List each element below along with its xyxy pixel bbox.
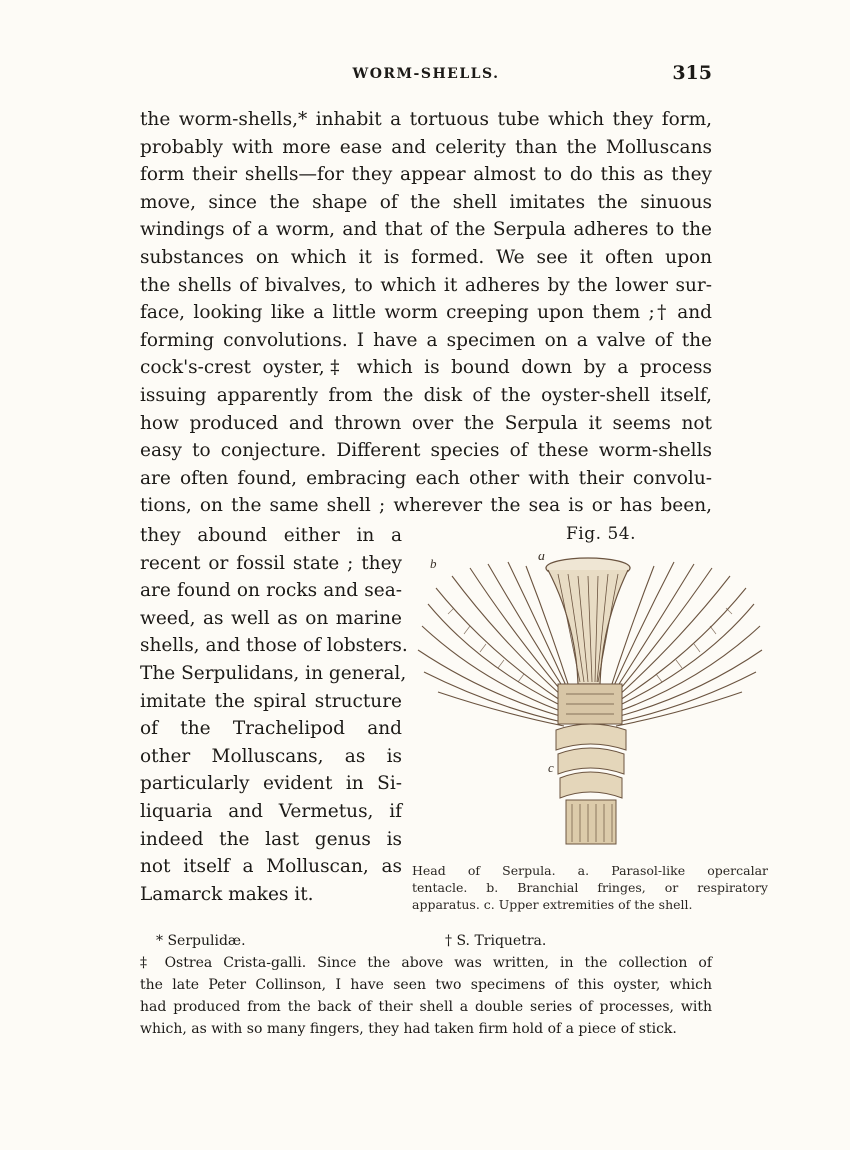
body-line: how produced and thrown over the Serpula it seems not	[140, 412, 712, 434]
figure-letter-c: c	[548, 760, 554, 775]
footnote-double-dagger-line: which, as with so many fingers, they had taken firm hold of a piece of stick.	[140, 1021, 677, 1037]
body-line: form their shells—for they appear almost to do this as they	[140, 164, 712, 186]
figure-caption	[412, 862, 768, 913]
footnotes	[140, 930, 712, 1040]
narrow-line: are found on rocks and sea-	[140, 580, 402, 602]
footnote-row	[140, 930, 712, 952]
narrow-line: Lamarck makes it.	[140, 883, 314, 905]
body-line: the shells of bivalves, to which it adheres by the lower sur-	[140, 274, 712, 296]
body-line: issuing apparently from the disk of the oyster-shell itself,	[140, 384, 712, 406]
narrow-line: recent or fossil state ; they	[140, 552, 402, 574]
narrow-line: they abound either in a	[140, 525, 402, 546]
figure-letter-a: a	[538, 554, 545, 564]
body-line: cock's-crest oyster,‡ which is bound down by a process	[140, 357, 712, 379]
body-line: face, looking like a little worm creeping upon them ;† and	[140, 302, 712, 324]
narrow-line: imitate the spiral structure	[140, 690, 402, 712]
serpula-engraving	[408, 554, 772, 854]
narrow-line: liquaria and Vermetus, if	[140, 800, 402, 822]
footnote-dagger: † S. Triquetra.	[445, 933, 547, 949]
narrow-line: The Serpulidans, in general,	[140, 662, 407, 684]
body-line: the worm-shells,* inhabit a tortuous tube which they form,	[140, 109, 712, 130]
narrow-line: particularly evident in Si-	[140, 773, 402, 795]
body-line: move, since the shape of the shell imitates the sinuous	[140, 191, 712, 213]
main-paragraph	[140, 106, 712, 520]
body-line: easy to conjecture. Different species of these worm-shells	[140, 440, 712, 462]
body-line: are often found, embracing each other with their convolu-	[140, 467, 712, 489]
narrow-line: not itself a Molluscan, as	[140, 856, 402, 878]
narrow-line: other Molluscans, as is	[140, 745, 402, 767]
running-head	[140, 62, 712, 90]
running-title: WORM-SHELLS.	[352, 66, 500, 82]
footnote-double-dagger-line: ‡ Ostrea Crista-galli. Since the above was written, in the collection of	[140, 955, 712, 971]
caption-line: tentacle. b. Branchial fringes, or respiratory	[412, 880, 768, 895]
caption-line: Head of Serpula. a. Parasol-like opercalar	[412, 863, 768, 878]
footnote-double-dagger-line: the late Peter Collinson, I have seen two specimens of this oyster, which	[140, 977, 712, 993]
narrow-line: weed, as well as on marine	[140, 607, 402, 629]
page-number: 315	[672, 62, 712, 84]
footnote-double-dagger-line: had produced from the back of their shell a double series of processes, with	[140, 999, 712, 1015]
footnote-star: * Serpulidæ.	[156, 933, 246, 949]
body-line: probably with more ease and celerity than the Molluscans	[140, 136, 712, 158]
narrow-line: indeed the last genus is	[140, 828, 402, 850]
narrow-column-text	[140, 522, 408, 908]
figure-letter-b: b	[430, 556, 437, 571]
body-line: forming convolutions. I have a specimen on a valve of the	[140, 329, 712, 351]
body-line: windings of a worm, and that of the Serpula adheres to the	[140, 219, 712, 241]
figure-label: Fig. 54.	[566, 524, 636, 544]
body-line: substances on which it is formed. We see it often upon	[140, 246, 712, 268]
narrow-line: of the Trachelipod and	[140, 718, 402, 740]
narrow-line: shells, and those of lobsters.	[140, 635, 408, 657]
body-line: tions, on the same shell ; wherever the sea is or has been,	[140, 495, 712, 517]
caption-line: apparatus. c. Upper extremities of the shell.	[412, 897, 693, 912]
